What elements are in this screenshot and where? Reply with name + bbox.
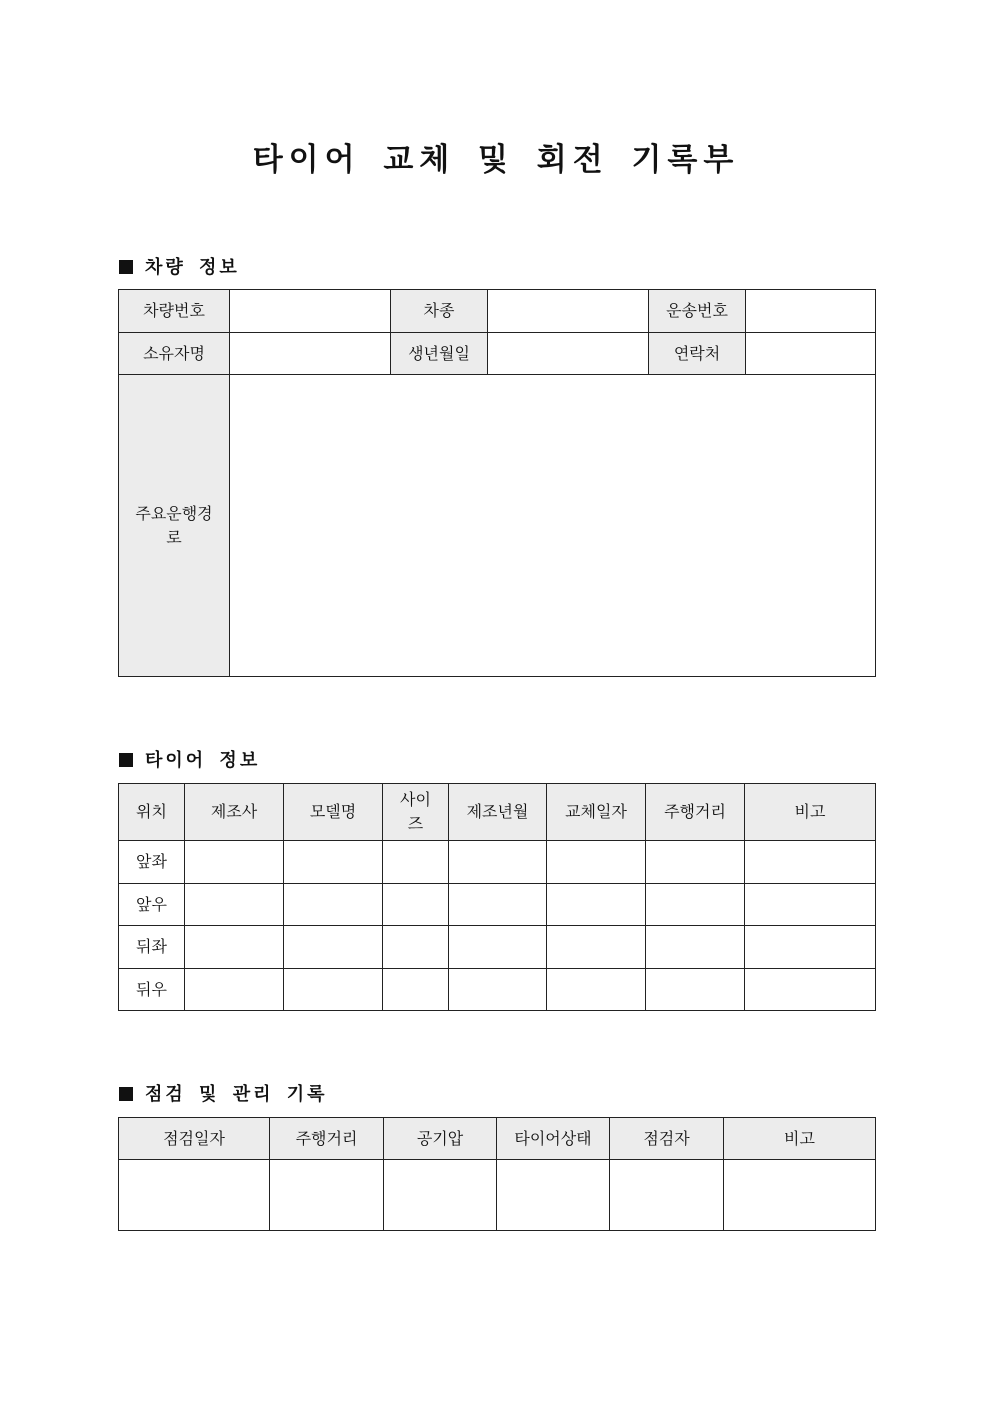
inspection-col-tire-condition: 타이어상태 [497,1118,610,1160]
tire-col-manufacturer: 제조사 [185,784,284,841]
vehicle-row-2 [119,333,876,375]
tire-cell[interactable] [745,926,876,969]
inspection-col-date: 점검일자 [119,1118,270,1160]
tire-row-rear-right [119,969,876,1011]
section-heading-vehicle-text: 차량 정보 [145,257,240,278]
inspection-cell[interactable] [724,1160,876,1231]
tire-cell[interactable] [284,884,383,926]
tire-cell[interactable] [185,884,284,926]
plate-number-label: 차량번호 [119,290,230,333]
inspection-row [119,1160,876,1231]
tire-cell[interactable] [449,841,547,884]
vehicle-info-table [118,289,876,677]
tire-cell[interactable] [547,926,646,969]
tire-col-mileage: 주행거리 [646,784,745,841]
tire-cell[interactable] [646,884,745,926]
inspection-cell[interactable] [497,1160,610,1231]
tire-col-model: 모델명 [284,784,383,841]
inspection-cell[interactable] [119,1160,270,1231]
tire-cell[interactable] [449,884,547,926]
main-route-label: 주요운행경로 [119,375,230,677]
tire-col-manufacture-date: 제조년월 [449,784,547,841]
tire-cell[interactable] [383,926,449,969]
inspection-cell[interactable] [384,1160,497,1231]
inspection-cell[interactable] [610,1160,724,1231]
tire-cell[interactable] [284,926,383,969]
square-bullet-icon [119,1087,133,1101]
tire-cell[interactable] [547,969,646,1011]
tire-row-front-left [119,841,876,884]
tire-cell[interactable] [383,884,449,926]
inspection-col-notes: 비고 [724,1118,876,1160]
section-heading-vehicle [119,253,240,279]
tire-col-size: 사이즈 [383,784,449,841]
inspection-col-pressure: 공기압 [384,1118,497,1160]
birth-date-label: 생년월일 [391,333,488,375]
tire-row-position: 뒤우 [119,969,185,1011]
section-heading-inspection-text: 점검 및 관리 기록 [145,1084,328,1105]
inspection-record-table [118,1117,876,1231]
section-heading-inspection [119,1080,328,1106]
tire-info-table [118,783,876,1011]
tire-cell[interactable] [646,841,745,884]
tire-cell[interactable] [646,969,745,1011]
contact-field[interactable] [746,333,876,375]
tire-header-row [119,784,876,841]
tire-cell[interactable] [745,969,876,1011]
transport-number-label: 운송번호 [649,290,746,333]
tire-cell[interactable] [185,841,284,884]
vehicle-row-3 [119,375,876,677]
tire-cell[interactable] [449,926,547,969]
vehicle-row-1 [119,290,876,333]
tire-row-position: 앞우 [119,884,185,926]
tire-cell[interactable] [284,841,383,884]
tire-row-position: 뒤좌 [119,926,185,969]
tire-col-replacement-date: 교체일자 [547,784,646,841]
vehicle-type-label: 차종 [391,290,488,333]
section-heading-tire [119,746,260,772]
tire-cell[interactable] [646,926,745,969]
tire-cell[interactable] [547,841,646,884]
inspection-col-mileage: 주행거리 [270,1118,384,1160]
section-heading-tire-text: 타이어 정보 [145,750,261,771]
tire-cell[interactable] [284,969,383,1011]
square-bullet-icon [119,260,133,274]
owner-name-label: 소유자명 [119,333,230,375]
tire-cell[interactable] [547,884,646,926]
tire-col-position: 위치 [119,784,185,841]
tire-row-position: 앞좌 [119,841,185,884]
birth-date-field[interactable] [488,333,649,375]
tire-cell[interactable] [383,969,449,1011]
square-bullet-icon [119,753,133,767]
tire-col-notes: 비고 [745,784,876,841]
tire-cell[interactable] [185,969,284,1011]
owner-name-field[interactable] [230,333,391,375]
tire-cell[interactable] [745,884,876,926]
tire-row-rear-left [119,926,876,969]
transport-number-field[interactable] [746,290,876,333]
document-title: 타이어 교체 및 회전 기록부 [252,142,740,178]
tire-cell[interactable] [185,926,284,969]
inspection-cell[interactable] [270,1160,384,1231]
tire-cell[interactable] [383,841,449,884]
vehicle-type-field[interactable] [488,290,649,333]
tire-cell[interactable] [449,969,547,1011]
plate-number-field[interactable] [230,290,391,333]
tire-row-front-right [119,884,876,926]
inspection-col-inspector: 점검자 [610,1118,724,1160]
inspection-header-row [119,1118,876,1160]
contact-label: 연락처 [649,333,746,375]
main-route-field[interactable] [230,375,876,677]
tire-cell[interactable] [745,841,876,884]
